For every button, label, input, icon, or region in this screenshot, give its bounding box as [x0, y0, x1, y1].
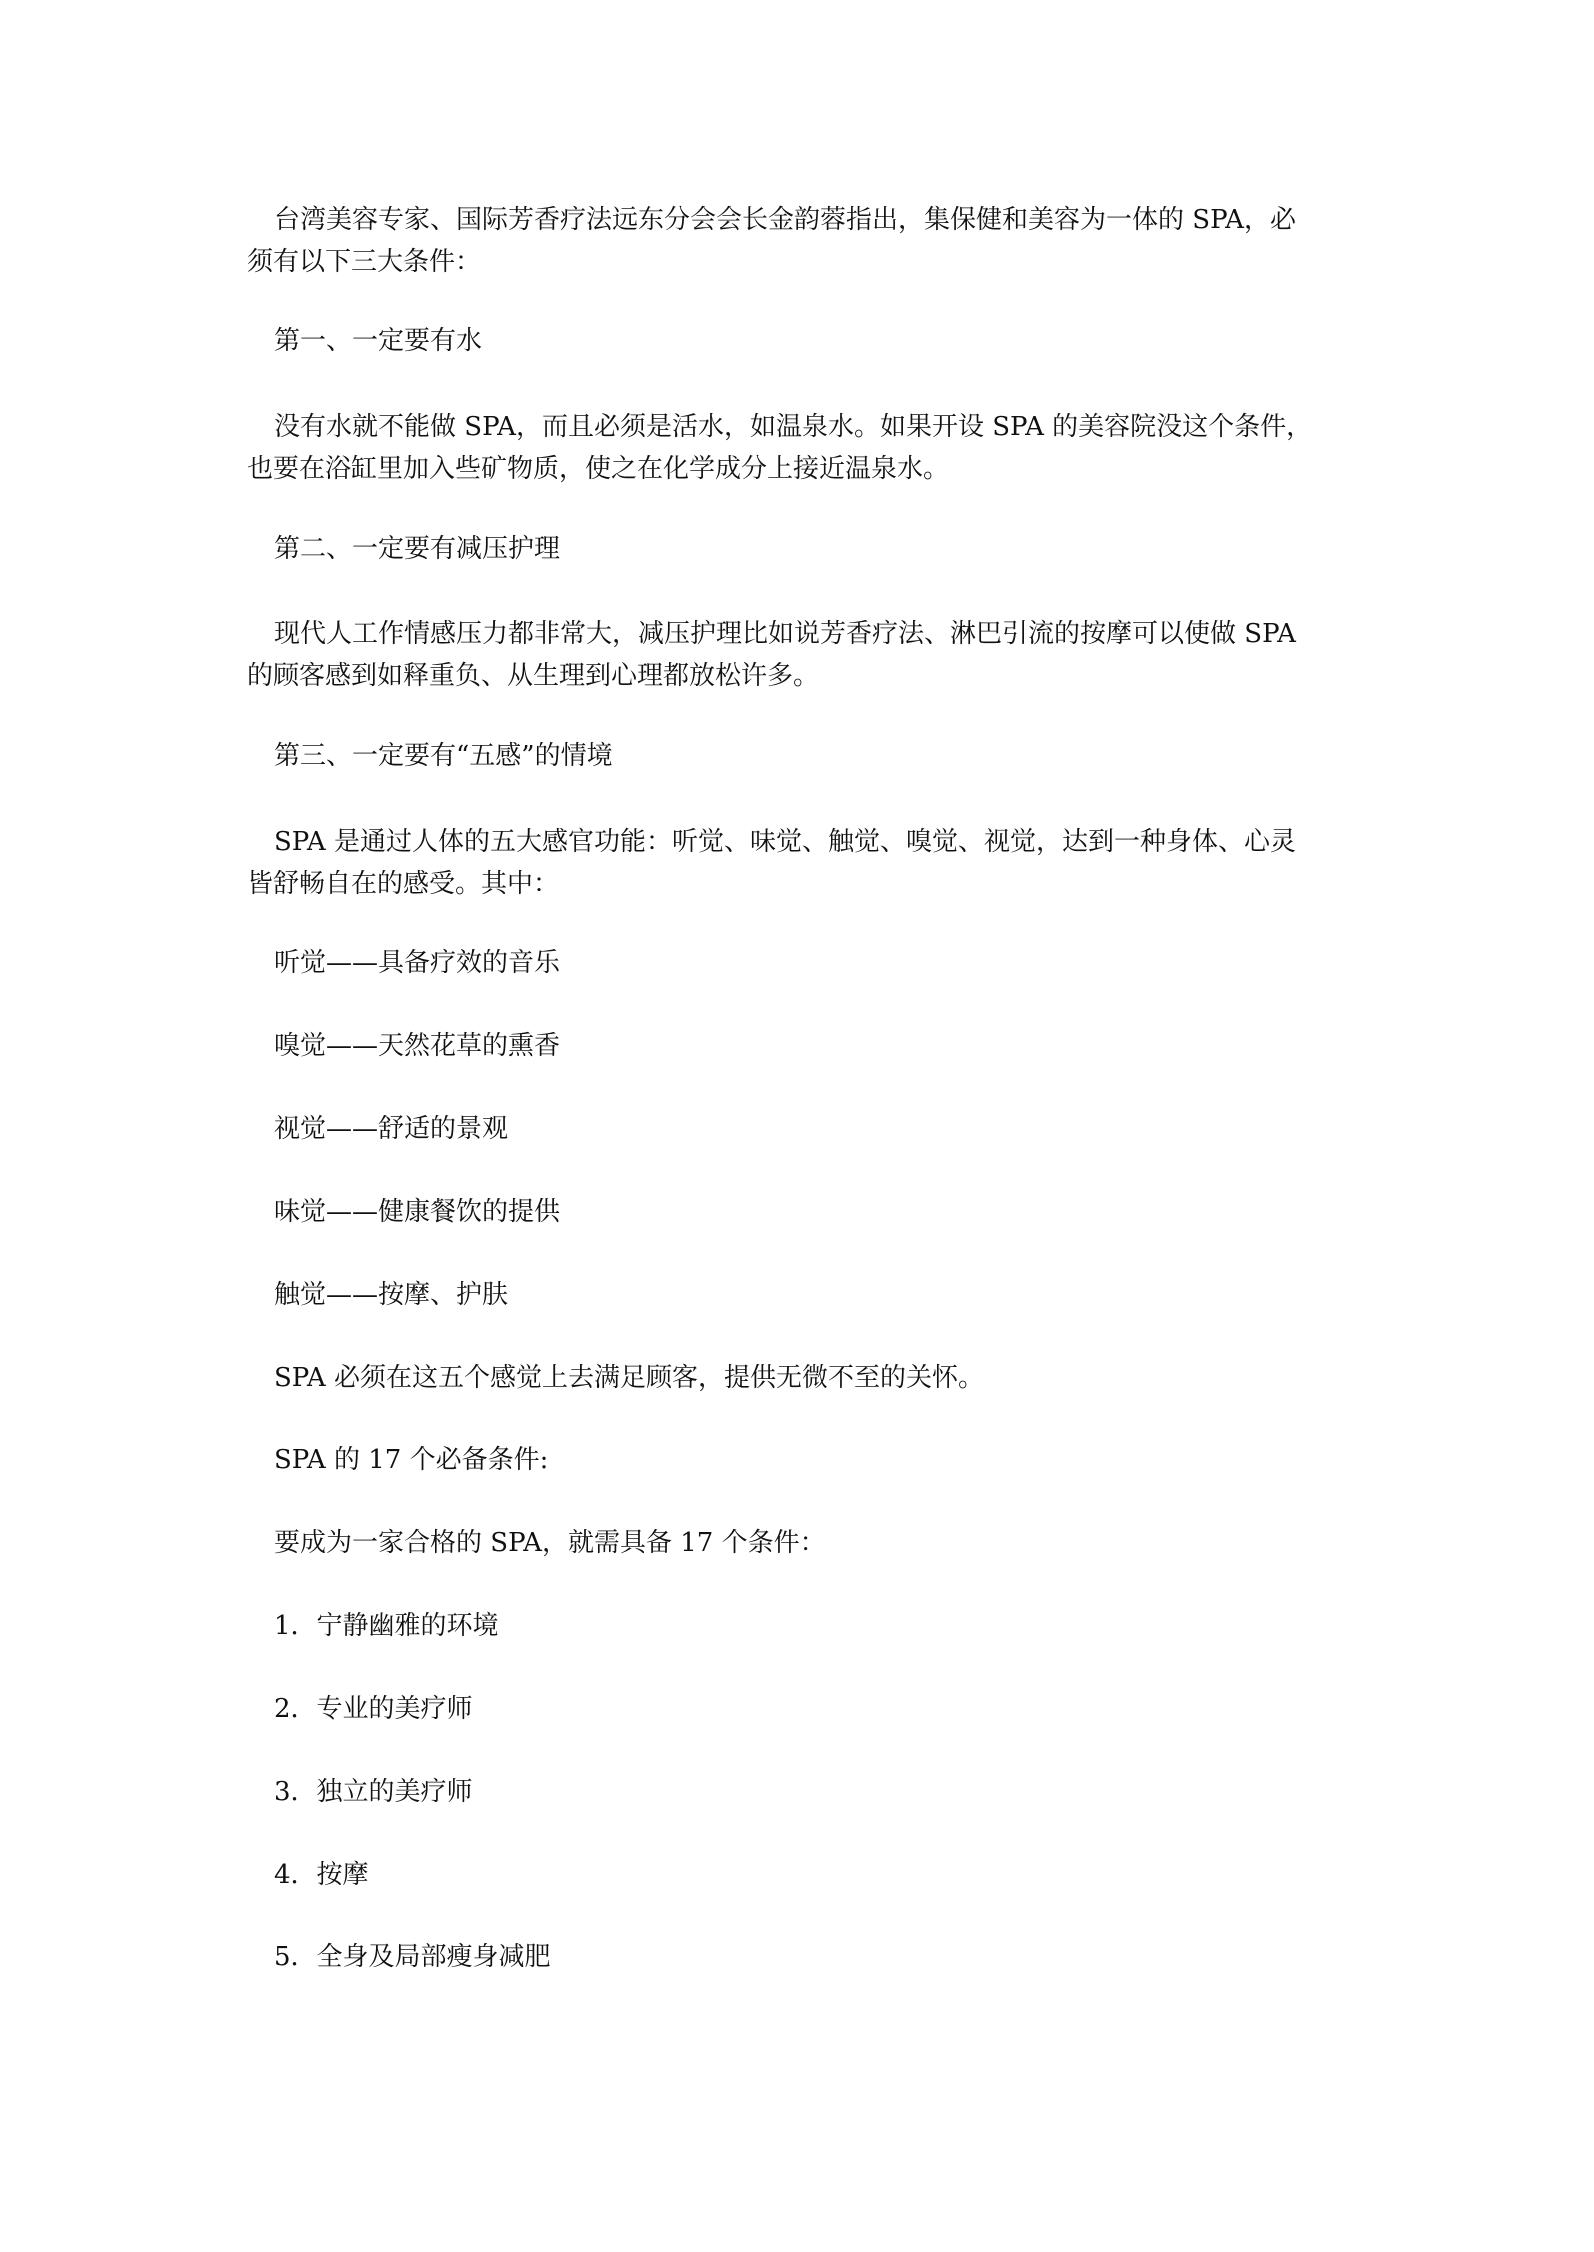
intro-line-2: 须有以下三大条件： — [247, 247, 482, 277]
intro-paragraph — [247, 199, 1347, 283]
stress-relief-line-2: 的顾客感到如释重负、从生理到心理都放松许多。 — [247, 661, 820, 691]
stress-relief-line-1: 现代人工作情感压力都非常大，减压护理比如说芳香疗法、淋巴引流的按摩可以使做 SPA — [274, 619, 1296, 649]
heading-five-senses: 第三、一定要有“五感”的情境 — [274, 741, 613, 771]
stress-relief-paragraph — [247, 613, 1347, 697]
conditions-intro: 要成为一家合格的 SPA，就需具备 17 个条件： — [274, 1528, 826, 1558]
conditions-title: SPA 的 17 个必备条件: — [274, 1445, 549, 1475]
sense-item-hearing: 听觉——具备疗效的音乐 — [274, 948, 561, 978]
heading-water: 第一、一定要有水 — [274, 326, 483, 356]
condition-item-1: 1．宁静幽雅的环境 — [274, 1611, 499, 1641]
sense-item-sight: 视觉——舒适的景观 — [274, 1114, 509, 1144]
sense-item-taste: 味觉——健康餐饮的提供 — [274, 1197, 561, 1227]
water-line-1: 没有水就不能做 SPA，而且必须是活水，如温泉水。如果开设 SPA 的美容院没这个条件， — [274, 412, 1313, 442]
intro-line-1: 台湾美容专家、国际芳香疗法远东分会会长金韵蓉指出，集保健和美容为一体的 SPA，必 — [274, 205, 1296, 235]
condition-item-3: 3．独立的美疗师 — [274, 1777, 473, 1807]
water-paragraph — [247, 406, 1347, 490]
condition-item-4: 4．按摩 — [274, 1860, 369, 1890]
five-senses-paragraph — [247, 821, 1347, 905]
heading-stress-relief: 第二、一定要有减压护理 — [274, 534, 561, 564]
five-senses-line-1: SPA 是通过人体的五大感官功能：听觉、味觉、触觉、嗅觉、视觉，达到一种身体、心灵 — [274, 827, 1296, 857]
five-senses-line-2: 皆舒畅自在的感受。其中： — [247, 869, 560, 899]
water-line-2: 也要在浴缸里加入些矿物质，使之在化学成分上接近温泉水。 — [247, 454, 950, 484]
condition-item-5: 5．全身及局部瘦身减肥 — [274, 1942, 551, 1972]
senses-summary: SPA 必须在这五个感觉上去满足顾客，提供无微不至的关怀。 — [274, 1363, 984, 1393]
condition-item-2: 2．专业的美疗师 — [274, 1694, 473, 1724]
sense-item-smell: 嗅觉——天然花草的熏香 — [274, 1031, 561, 1061]
sense-item-touch: 触觉——按摩、护肤 — [274, 1280, 509, 1310]
